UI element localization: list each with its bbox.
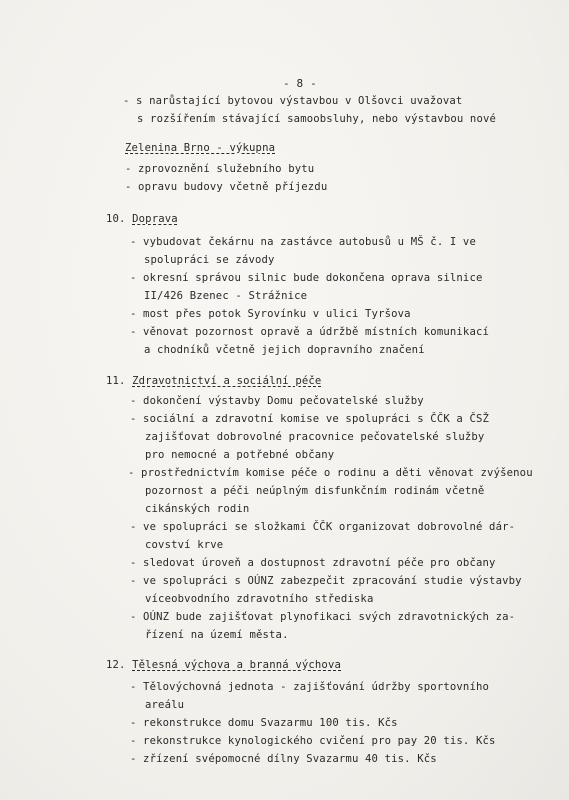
section-12-heading — [106, 659, 341, 672]
doprava-line: - okresní správou silnic bude dokončena oprava silnice — [130, 272, 483, 284]
zdravotnictvi-line: - ve spolupráci se složkami ČČK organizovat dobrovolné dár- — [130, 521, 516, 533]
zdravotnictvi-line: - prostřednictvím komise péče o rodinu a děti věnovat zvýšenou — [128, 467, 533, 479]
zdravotnictvi-line: covství krve — [145, 539, 224, 551]
section-11-heading — [106, 375, 321, 388]
section-10-title: Doprava — [132, 213, 178, 225]
zelenina-item-2: - opravu budovy včetně příjezdu — [125, 181, 328, 193]
zdravotnictvi-line: zajišťovat dobrovolné pracovnice pečovatelské služby — [145, 431, 485, 443]
telesna-line: - zřízení svépomocné dílny Svazarmu 40 tis. Kčs — [130, 753, 437, 765]
section-10-number: 10. — [106, 213, 126, 225]
zelenina-heading: Zelenina Brno - výkupna — [125, 142, 276, 154]
section-11-title: Zdravotnictví a sociální péče — [132, 375, 322, 387]
intro-line-2: s rozšířením stávající samoobsluhy, nebo výstavbou nové — [137, 113, 497, 125]
zelenina-item-1: - zprovoznění služebního bytu — [125, 163, 315, 175]
section-12-number: 12. — [106, 659, 126, 671]
zdravotnictvi-line: cikánských rodin — [145, 503, 250, 515]
doprava-line: - věnovat pozornost opravě a údržbě místních komunikací — [130, 326, 490, 338]
intro-line-1: - s narůstající bytovou výstavbou v Olšovci uvažovat — [123, 95, 463, 107]
telesna-line: - rekonstrukce domu Svazarmu 100 tis. Kčs — [130, 717, 398, 729]
zdravotnictvi-line: řízení na území města. — [145, 629, 289, 641]
telesna-line: - Tělovýchovná jednota - zajišťování údržby sportovního — [130, 681, 490, 693]
zdravotnictvi-line: - OÚNZ bude zajišťovat plynofikaci svých zdravotnických za- — [130, 611, 516, 623]
section-12-title: Tělesná výchova a branná výchova — [132, 659, 342, 671]
zdravotnictvi-line: pro nemocné a potřebné občany — [145, 449, 335, 461]
zdravotnictvi-line: - ve spolupráci s OÚNZ zabezpečit zpracování studie výstavby — [130, 575, 522, 587]
zdravotnictvi-line: - sociální a zdravotní komise ve spolupráci s ČČK a ČSŽ — [130, 413, 490, 425]
doprava-line: II/426 Bzenec - Strážnice — [144, 290, 308, 302]
zdravotnictvi-line: - sledovat úroveň a dostupnost zdravotní péče pro občany — [130, 557, 496, 569]
telesna-line: areálu — [145, 699, 185, 711]
page-number: - 8 - — [283, 77, 317, 90]
zdravotnictvi-line: víceobvodního zdravotního střediska — [145, 593, 374, 605]
doprava-line: spolupráci se závody — [144, 254, 275, 266]
zdravotnictvi-line: - dokončení výstavby Domu pečovatelské služby — [130, 395, 424, 407]
zdravotnictvi-line: pozornost a péči neúplným disfunkčním rodinám včetně — [145, 485, 485, 497]
section-11-number: 11. — [106, 375, 126, 387]
section-10-heading — [106, 213, 178, 226]
doprava-line: - vybudovat čekárnu na zastávce autobusů u MŠ č. I ve — [130, 236, 476, 248]
doprava-line: a chodníků včetně jejich dopravního značení — [144, 344, 425, 356]
doprava-line: - most přes potok Syrovínku v ulici Tyršova — [130, 308, 411, 320]
telesna-line: - rekonstrukce kynologického cvičení pro pay 20 tis. Kčs — [130, 735, 496, 747]
